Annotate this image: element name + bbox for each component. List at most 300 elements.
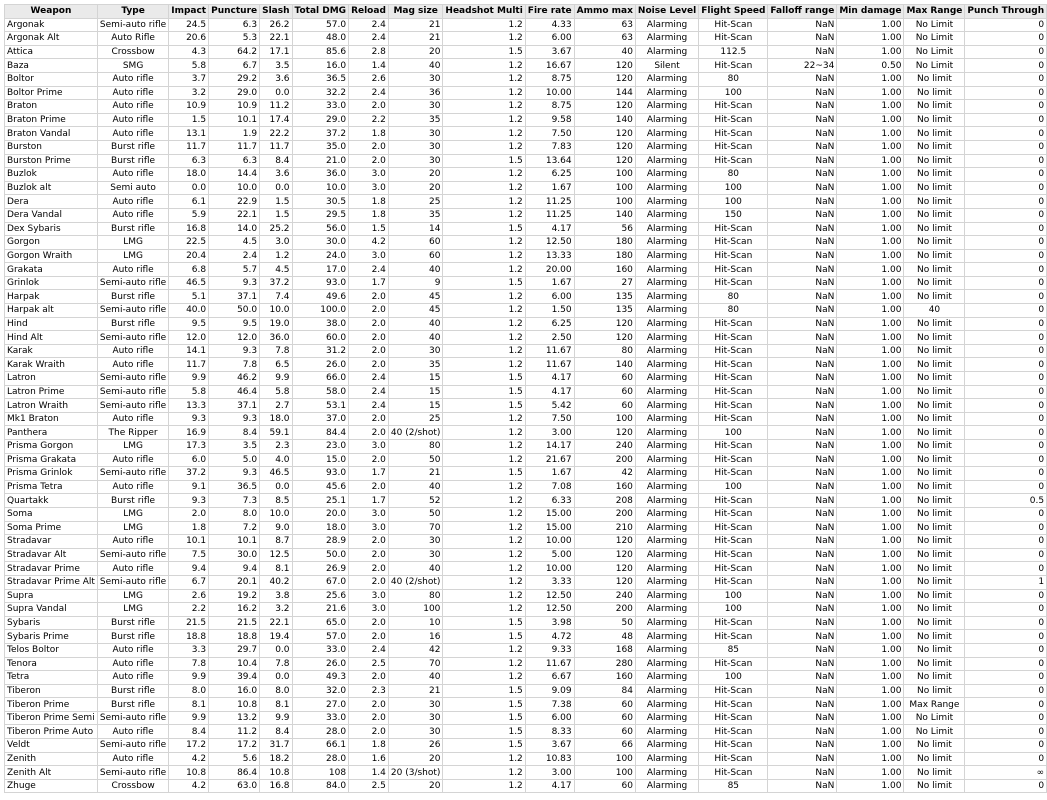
cell-reload[interactable]: 2.0 — [349, 100, 389, 114]
cell-headshot-multi[interactable]: 1.2 — [443, 249, 525, 263]
cell-min-damage[interactable]: 1.00 — [837, 575, 904, 589]
cell-reload[interactable]: 2.4 — [349, 372, 389, 386]
cell-min-damage[interactable]: 1.00 — [837, 358, 904, 372]
cell-flight-speed[interactable]: Hit-Scan — [699, 575, 768, 589]
cell-weapon[interactable]: Telos Boltor — [5, 643, 98, 657]
cell-falloff-range[interactable]: NaN — [768, 779, 837, 793]
cell-ammo-max[interactable]: 100 — [574, 752, 635, 766]
cell-min-damage[interactable]: 1.00 — [837, 507, 904, 521]
cell-fire-rate[interactable]: 3.00 — [525, 766, 574, 780]
cell-falloff-range[interactable]: NaN — [768, 412, 837, 426]
cell-ammo-max[interactable]: 120 — [574, 127, 635, 141]
cell-reload[interactable]: 2.0 — [349, 426, 389, 440]
cell-weapon[interactable]: Prisma Grakata — [5, 453, 98, 467]
cell-falloff-range[interactable]: NaN — [768, 72, 837, 86]
cell-impact[interactable]: 10.1 — [169, 535, 209, 549]
cell-mag-size[interactable]: 45 — [388, 290, 443, 304]
cell-ammo-max[interactable]: 135 — [574, 304, 635, 318]
cell-noise-level[interactable]: Alarming — [635, 317, 698, 331]
cell-headshot-multi[interactable]: 1.2 — [443, 548, 525, 562]
cell-reload[interactable]: 2.4 — [349, 263, 389, 277]
cell-weapon[interactable]: Buzlok — [5, 168, 98, 182]
cell-puncture[interactable]: 7.3 — [209, 494, 260, 508]
cell-fire-rate[interactable]: 20.00 — [525, 263, 574, 277]
cell-flight-speed[interactable]: Hit-Scan — [699, 698, 768, 712]
cell-noise-level[interactable]: Alarming — [635, 494, 698, 508]
cell-mag-size[interactable]: 30 — [388, 140, 443, 154]
cell-headshot-multi[interactable]: 1.2 — [443, 344, 525, 358]
cell-impact[interactable]: 9.3 — [169, 412, 209, 426]
cell-max-range[interactable]: No Limit — [904, 59, 965, 73]
cell-slash[interactable]: 1.5 — [260, 195, 292, 209]
cell-noise-level[interactable]: Alarming — [635, 304, 698, 318]
cell-reload[interactable]: 2.0 — [349, 616, 389, 630]
cell-ammo-max[interactable]: 120 — [574, 331, 635, 345]
cell-noise-level[interactable]: Alarming — [635, 290, 698, 304]
cell-noise-level[interactable]: Alarming — [635, 684, 698, 698]
cell-reload[interactable]: 2.4 — [349, 18, 389, 32]
cell-falloff-range[interactable]: NaN — [768, 616, 837, 630]
cell-slash[interactable]: 0.0 — [260, 181, 292, 195]
header-total-dmg[interactable]: Total DMG — [292, 5, 349, 19]
cell-mag-size[interactable]: 30 — [388, 698, 443, 712]
cell-mag-size[interactable]: 40 — [388, 480, 443, 494]
cell-puncture[interactable]: 46.4 — [209, 385, 260, 399]
cell-reload[interactable]: 2.0 — [349, 290, 389, 304]
cell-impact[interactable]: 3.3 — [169, 643, 209, 657]
cell-falloff-range[interactable]: NaN — [768, 222, 837, 236]
cell-falloff-range[interactable]: NaN — [768, 154, 837, 168]
cell-puncture[interactable]: 16.2 — [209, 603, 260, 617]
cell-type[interactable]: Auto rifle — [97, 86, 168, 100]
cell-weapon[interactable]: Braton — [5, 100, 98, 114]
cell-weapon[interactable]: Burston Prime — [5, 154, 98, 168]
cell-max-range[interactable]: No limit — [904, 344, 965, 358]
cell-flight-speed[interactable]: 85 — [699, 643, 768, 657]
cell-flight-speed[interactable]: Hit-Scan — [699, 711, 768, 725]
cell-punch-through[interactable]: 0 — [965, 711, 1047, 725]
cell-type[interactable]: Auto rifle — [97, 453, 168, 467]
cell-slash[interactable]: 8.4 — [260, 154, 292, 168]
cell-flight-speed[interactable]: Hit-Scan — [699, 344, 768, 358]
cell-headshot-multi[interactable]: 1.5 — [443, 222, 525, 236]
cell-impact[interactable]: 5.8 — [169, 385, 209, 399]
cell-punch-through[interactable]: 0 — [965, 100, 1047, 114]
cell-headshot-multi[interactable]: 1.5 — [443, 725, 525, 739]
cell-max-range[interactable]: Max Range — [904, 698, 965, 712]
cell-punch-through[interactable]: 0 — [965, 249, 1047, 263]
cell-flight-speed[interactable]: Hit-Scan — [699, 766, 768, 780]
cell-min-damage[interactable]: 1.00 — [837, 236, 904, 250]
cell-flight-speed[interactable]: Hit-Scan — [699, 100, 768, 114]
cell-reload[interactable]: 2.6 — [349, 72, 389, 86]
cell-puncture[interactable]: 12.0 — [209, 331, 260, 345]
cell-ammo-max[interactable]: 240 — [574, 589, 635, 603]
cell-reload[interactable]: 1.4 — [349, 766, 389, 780]
cell-ammo-max[interactable]: 120 — [574, 535, 635, 549]
cell-total-dmg[interactable]: 25.1 — [292, 494, 349, 508]
cell-weapon[interactable]: Burston — [5, 140, 98, 154]
cell-noise-level[interactable]: Alarming — [635, 453, 698, 467]
cell-min-damage[interactable]: 1.00 — [837, 249, 904, 263]
cell-ammo-max[interactable]: 50 — [574, 616, 635, 630]
cell-total-dmg[interactable]: 48.0 — [292, 32, 349, 46]
cell-type[interactable]: The Ripper — [97, 426, 168, 440]
cell-total-dmg[interactable]: 36.0 — [292, 168, 349, 182]
cell-flight-speed[interactable]: Hit-Scan — [699, 630, 768, 644]
cell-mag-size[interactable]: 70 — [388, 521, 443, 535]
cell-mag-size[interactable]: 50 — [388, 507, 443, 521]
cell-min-damage[interactable]: 1.00 — [837, 100, 904, 114]
cell-weapon[interactable]: Zenith Alt — [5, 766, 98, 780]
cell-type[interactable]: Burst rifle — [97, 317, 168, 331]
cell-slash[interactable]: 18.2 — [260, 752, 292, 766]
cell-total-dmg[interactable]: 15.0 — [292, 453, 349, 467]
cell-reload[interactable]: 2.0 — [349, 630, 389, 644]
cell-mag-size[interactable]: 20 — [388, 752, 443, 766]
cell-noise-level[interactable]: Alarming — [635, 372, 698, 386]
cell-mag-size[interactable]: 30 — [388, 154, 443, 168]
cell-reload[interactable]: 2.3 — [349, 684, 389, 698]
cell-slash[interactable]: 4.5 — [260, 263, 292, 277]
cell-puncture[interactable]: 11.2 — [209, 725, 260, 739]
cell-flight-speed[interactable]: Hit-Scan — [699, 548, 768, 562]
cell-reload[interactable]: 2.0 — [349, 725, 389, 739]
cell-headshot-multi[interactable]: 1.2 — [443, 521, 525, 535]
cell-ammo-max[interactable]: 42 — [574, 467, 635, 481]
cell-impact[interactable]: 4.2 — [169, 752, 209, 766]
cell-weapon[interactable]: Dex Sybaris — [5, 222, 98, 236]
cell-puncture[interactable]: 19.2 — [209, 589, 260, 603]
cell-mag-size[interactable]: 35 — [388, 113, 443, 127]
cell-falloff-range[interactable]: NaN — [768, 725, 837, 739]
cell-total-dmg[interactable]: 26.0 — [292, 358, 349, 372]
cell-impact[interactable]: 13.3 — [169, 399, 209, 413]
cell-total-dmg[interactable]: 33.0 — [292, 711, 349, 725]
cell-puncture[interactable]: 18.8 — [209, 630, 260, 644]
cell-fire-rate[interactable]: 8.75 — [525, 100, 574, 114]
cell-weapon[interactable]: Braton Vandal — [5, 127, 98, 141]
cell-puncture[interactable]: 9.4 — [209, 562, 260, 576]
cell-puncture[interactable]: 64.2 — [209, 45, 260, 59]
cell-min-damage[interactable]: 1.00 — [837, 317, 904, 331]
cell-flight-speed[interactable]: 85 — [699, 779, 768, 793]
cell-total-dmg[interactable]: 30.5 — [292, 195, 349, 209]
cell-mag-size[interactable]: 40 — [388, 562, 443, 576]
cell-slash[interactable]: 10.0 — [260, 507, 292, 521]
cell-weapon[interactable]: Baza — [5, 59, 98, 73]
cell-mag-size[interactable]: 16 — [388, 630, 443, 644]
cell-total-dmg[interactable]: 36.5 — [292, 72, 349, 86]
cell-reload[interactable]: 2.2 — [349, 113, 389, 127]
cell-noise-level[interactable]: Alarming — [635, 426, 698, 440]
cell-flight-speed[interactable]: Hit-Scan — [699, 358, 768, 372]
cell-min-damage[interactable]: 1.00 — [837, 426, 904, 440]
cell-type[interactable]: Semi auto — [97, 181, 168, 195]
cell-puncture[interactable]: 14.4 — [209, 168, 260, 182]
cell-ammo-max[interactable]: 120 — [574, 575, 635, 589]
cell-puncture[interactable]: 3.5 — [209, 440, 260, 454]
cell-punch-through[interactable]: 0 — [965, 467, 1047, 481]
cell-mag-size[interactable]: 50 — [388, 453, 443, 467]
cell-max-range[interactable]: No limit — [904, 453, 965, 467]
cell-fire-rate[interactable]: 1.67 — [525, 467, 574, 481]
cell-min-damage[interactable]: 1.00 — [837, 616, 904, 630]
cell-slash[interactable]: 3.5 — [260, 59, 292, 73]
cell-punch-through[interactable]: 0 — [965, 684, 1047, 698]
cell-falloff-range[interactable]: NaN — [768, 45, 837, 59]
cell-reload[interactable]: 3.0 — [349, 168, 389, 182]
cell-noise-level[interactable]: Alarming — [635, 616, 698, 630]
cell-reload[interactable]: 2.8 — [349, 45, 389, 59]
cell-ammo-max[interactable]: 200 — [574, 603, 635, 617]
cell-puncture[interactable]: 9.3 — [209, 276, 260, 290]
cell-noise-level[interactable]: Alarming — [635, 589, 698, 603]
cell-max-range[interactable]: No limit — [904, 140, 965, 154]
cell-slash[interactable]: 19.4 — [260, 630, 292, 644]
cell-type[interactable]: Semi-auto rifle — [97, 304, 168, 318]
cell-reload[interactable]: 1.8 — [349, 127, 389, 141]
cell-flight-speed[interactable]: Hit-Scan — [699, 276, 768, 290]
cell-headshot-multi[interactable]: 1.2 — [443, 304, 525, 318]
cell-punch-through[interactable]: 0 — [965, 358, 1047, 372]
cell-flight-speed[interactable]: Hit-Scan — [699, 372, 768, 386]
cell-impact[interactable]: 16.8 — [169, 222, 209, 236]
cell-flight-speed[interactable]: 100 — [699, 589, 768, 603]
cell-weapon[interactable]: Prisma Tetra — [5, 480, 98, 494]
cell-headshot-multi[interactable]: 1.2 — [443, 562, 525, 576]
cell-reload[interactable]: 1.7 — [349, 276, 389, 290]
cell-falloff-range[interactable]: NaN — [768, 711, 837, 725]
cell-flight-speed[interactable]: Hit-Scan — [699, 317, 768, 331]
cell-reload[interactable]: 2.0 — [349, 548, 389, 562]
cell-fire-rate[interactable]: 9.58 — [525, 113, 574, 127]
cell-impact[interactable]: 9.4 — [169, 562, 209, 576]
cell-falloff-range[interactable]: NaN — [768, 290, 837, 304]
cell-puncture[interactable]: 29.7 — [209, 643, 260, 657]
cell-total-dmg[interactable]: 29.5 — [292, 208, 349, 222]
cell-headshot-multi[interactable]: 1.2 — [443, 86, 525, 100]
cell-falloff-range[interactable]: NaN — [768, 32, 837, 46]
cell-punch-through[interactable]: 0 — [965, 725, 1047, 739]
cell-punch-through[interactable]: 0 — [965, 589, 1047, 603]
cell-weapon[interactable]: Karak — [5, 344, 98, 358]
cell-total-dmg[interactable]: 24.0 — [292, 249, 349, 263]
cell-impact[interactable]: 7.5 — [169, 548, 209, 562]
cell-fire-rate[interactable]: 11.67 — [525, 358, 574, 372]
cell-type[interactable]: Auto rifle — [97, 100, 168, 114]
cell-weapon[interactable]: Stradavar — [5, 535, 98, 549]
cell-max-range[interactable]: No limit — [904, 739, 965, 753]
cell-fire-rate[interactable]: 4.17 — [525, 222, 574, 236]
cell-impact[interactable]: 11.7 — [169, 140, 209, 154]
cell-falloff-range[interactable]: NaN — [768, 344, 837, 358]
cell-puncture[interactable]: 2.4 — [209, 249, 260, 263]
cell-type[interactable]: Burst rifle — [97, 290, 168, 304]
cell-punch-through[interactable]: 0 — [965, 208, 1047, 222]
header-noise-level[interactable]: Noise Level — [635, 5, 698, 19]
cell-falloff-range[interactable]: NaN — [768, 181, 837, 195]
cell-type[interactable]: Semi-auto rifle — [97, 276, 168, 290]
cell-punch-through[interactable]: 0 — [965, 86, 1047, 100]
cell-headshot-multi[interactable]: 1.2 — [443, 59, 525, 73]
cell-headshot-multi[interactable]: 1.2 — [443, 589, 525, 603]
cell-puncture[interactable]: 29.2 — [209, 72, 260, 86]
cell-puncture[interactable]: 50.0 — [209, 304, 260, 318]
cell-puncture[interactable]: 13.2 — [209, 711, 260, 725]
cell-total-dmg[interactable]: 45.6 — [292, 480, 349, 494]
cell-total-dmg[interactable]: 30.0 — [292, 236, 349, 250]
cell-slash[interactable]: 31.7 — [260, 739, 292, 753]
cell-noise-level[interactable]: Alarming — [635, 657, 698, 671]
header-reload[interactable]: Reload — [349, 5, 389, 19]
cell-headshot-multi[interactable]: 1.5 — [443, 467, 525, 481]
cell-type[interactable]: Auto rifle — [97, 344, 168, 358]
cell-type[interactable]: Burst rifle — [97, 154, 168, 168]
cell-weapon[interactable]: Gorgon Wraith — [5, 249, 98, 263]
cell-max-range[interactable]: No limit — [904, 317, 965, 331]
cell-impact[interactable]: 12.0 — [169, 331, 209, 345]
cell-reload[interactable]: 2.4 — [349, 643, 389, 657]
cell-max-range[interactable]: No Limit — [904, 725, 965, 739]
cell-fire-rate[interactable]: 9.33 — [525, 643, 574, 657]
cell-mag-size[interactable]: 14 — [388, 222, 443, 236]
cell-min-damage[interactable]: 1.00 — [837, 643, 904, 657]
cell-fire-rate[interactable]: 4.33 — [525, 18, 574, 32]
cell-ammo-max[interactable]: 100 — [574, 195, 635, 209]
cell-weapon[interactable]: Mk1 Braton — [5, 412, 98, 426]
cell-slash[interactable]: 59.1 — [260, 426, 292, 440]
cell-weapon[interactable]: Prisma Gorgon — [5, 440, 98, 454]
cell-impact[interactable]: 2.6 — [169, 589, 209, 603]
cell-falloff-range[interactable]: NaN — [768, 426, 837, 440]
cell-max-range[interactable]: No limit — [904, 494, 965, 508]
cell-punch-through[interactable]: ∞ — [965, 766, 1047, 780]
cell-fire-rate[interactable]: 10.00 — [525, 535, 574, 549]
cell-total-dmg[interactable]: 84.4 — [292, 426, 349, 440]
cell-fire-rate[interactable]: 6.25 — [525, 168, 574, 182]
cell-falloff-range[interactable]: NaN — [768, 467, 837, 481]
cell-weapon[interactable]: Gorgon — [5, 236, 98, 250]
cell-max-range[interactable]: No Limit — [904, 18, 965, 32]
cell-headshot-multi[interactable]: 1.2 — [443, 412, 525, 426]
cell-ammo-max[interactable]: 144 — [574, 86, 635, 100]
cell-total-dmg[interactable]: 26.9 — [292, 562, 349, 576]
cell-weapon[interactable]: Zenith — [5, 752, 98, 766]
cell-noise-level[interactable]: Alarming — [635, 86, 698, 100]
cell-slash[interactable]: 10.8 — [260, 766, 292, 780]
cell-headshot-multi[interactable]: 1.2 — [443, 140, 525, 154]
cell-slash[interactable]: 1.2 — [260, 249, 292, 263]
cell-noise-level[interactable]: Alarming — [635, 113, 698, 127]
cell-headshot-multi[interactable]: 1.5 — [443, 711, 525, 725]
cell-weapon[interactable]: Tiberon — [5, 684, 98, 698]
cell-mag-size[interactable]: 40 — [388, 263, 443, 277]
cell-impact[interactable]: 10.8 — [169, 766, 209, 780]
cell-ammo-max[interactable]: 120 — [574, 140, 635, 154]
cell-headshot-multi[interactable]: 1.2 — [443, 657, 525, 671]
cell-punch-through[interactable]: 0 — [965, 426, 1047, 440]
cell-flight-speed[interactable]: 112.5 — [699, 45, 768, 59]
cell-flight-speed[interactable]: Hit-Scan — [699, 657, 768, 671]
cell-punch-through[interactable]: 0 — [965, 440, 1047, 454]
cell-type[interactable]: Crossbow — [97, 779, 168, 793]
cell-type[interactable]: Burst rifle — [97, 222, 168, 236]
cell-reload[interactable]: 2.0 — [349, 562, 389, 576]
cell-reload[interactable]: 2.4 — [349, 86, 389, 100]
cell-max-range[interactable]: No limit — [904, 684, 965, 698]
cell-ammo-max[interactable]: 63 — [574, 18, 635, 32]
cell-fire-rate[interactable]: 11.25 — [525, 208, 574, 222]
cell-flight-speed[interactable]: Hit-Scan — [699, 535, 768, 549]
cell-weapon[interactable]: Tiberon Prime Auto — [5, 725, 98, 739]
cell-headshot-multi[interactable]: 1.2 — [443, 290, 525, 304]
cell-max-range[interactable]: No limit — [904, 358, 965, 372]
cell-ammo-max[interactable]: 100 — [574, 412, 635, 426]
cell-fire-rate[interactable]: 3.33 — [525, 575, 574, 589]
cell-impact[interactable]: 18.8 — [169, 630, 209, 644]
cell-max-range[interactable]: No limit — [904, 236, 965, 250]
cell-noise-level[interactable]: Alarming — [635, 18, 698, 32]
cell-ammo-max[interactable]: 160 — [574, 480, 635, 494]
cell-fire-rate[interactable]: 13.64 — [525, 154, 574, 168]
cell-headshot-multi[interactable]: 1.2 — [443, 671, 525, 685]
cell-reload[interactable]: 2.0 — [349, 480, 389, 494]
cell-type[interactable]: LMG — [97, 507, 168, 521]
cell-weapon[interactable]: Sybaris Prime — [5, 630, 98, 644]
cell-puncture[interactable]: 39.4 — [209, 671, 260, 685]
cell-punch-through[interactable]: 0 — [965, 236, 1047, 250]
cell-mag-size[interactable]: 20 (3/shot) — [388, 766, 443, 780]
cell-min-damage[interactable]: 1.00 — [837, 372, 904, 386]
cell-reload[interactable]: 1.8 — [349, 739, 389, 753]
cell-puncture[interactable]: 11.7 — [209, 140, 260, 154]
cell-type[interactable]: Crossbow — [97, 45, 168, 59]
cell-type[interactable]: LMG — [97, 521, 168, 535]
cell-ammo-max[interactable]: 120 — [574, 154, 635, 168]
cell-punch-through[interactable]: 0 — [965, 140, 1047, 154]
cell-punch-through[interactable]: 0 — [965, 779, 1047, 793]
cell-fire-rate[interactable]: 8.75 — [525, 72, 574, 86]
cell-total-dmg[interactable]: 33.0 — [292, 643, 349, 657]
cell-headshot-multi[interactable]: 1.2 — [443, 317, 525, 331]
cell-mag-size[interactable]: 70 — [388, 657, 443, 671]
cell-min-damage[interactable]: 1.00 — [837, 168, 904, 182]
cell-noise-level[interactable]: Alarming — [635, 779, 698, 793]
cell-mag-size[interactable]: 36 — [388, 86, 443, 100]
cell-total-dmg[interactable]: 57.0 — [292, 630, 349, 644]
cell-impact[interactable]: 22.5 — [169, 236, 209, 250]
cell-puncture[interactable]: 6.7 — [209, 59, 260, 73]
cell-weapon[interactable]: Boltor Prime — [5, 86, 98, 100]
cell-flight-speed[interactable]: Hit-Scan — [699, 249, 768, 263]
cell-fire-rate[interactable]: 7.83 — [525, 140, 574, 154]
cell-flight-speed[interactable]: 80 — [699, 168, 768, 182]
cell-max-range[interactable]: No limit — [904, 290, 965, 304]
header-fire-rate[interactable]: Fire rate — [525, 5, 574, 19]
cell-max-range[interactable]: No limit — [904, 181, 965, 195]
cell-min-damage[interactable]: 1.00 — [837, 195, 904, 209]
cell-headshot-multi[interactable]: 1.2 — [443, 195, 525, 209]
cell-falloff-range[interactable]: NaN — [768, 562, 837, 576]
cell-flight-speed[interactable]: Hit-Scan — [699, 507, 768, 521]
cell-puncture[interactable]: 4.5 — [209, 236, 260, 250]
cell-punch-through[interactable]: 0 — [965, 739, 1047, 753]
cell-slash[interactable]: 9.0 — [260, 521, 292, 535]
cell-fire-rate[interactable]: 6.00 — [525, 290, 574, 304]
cell-type[interactable]: Auto rifle — [97, 752, 168, 766]
cell-total-dmg[interactable]: 49.3 — [292, 671, 349, 685]
